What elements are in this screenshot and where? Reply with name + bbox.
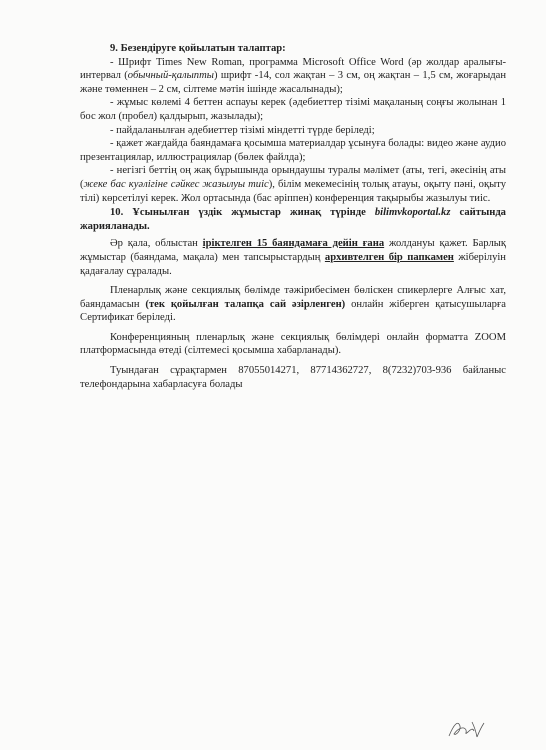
archive-note: архивтелген бір папкамен: [324, 251, 454, 263]
requirement-font: - Шрифт Times New Roman, программа Microsoft Office Word (әр жолдар аралығы-интервал (обычный-қалыпты) шрифт -14, сол жақтан – 3 см, оң жақтан – 1,5 см, жоғарыдан және төменнен – 2 см, сілтеме мәтін ішінде жасалынады);: [80, 56, 506, 95]
signature-mark: [446, 716, 486, 740]
id-card-note: жеке бас куәлігіне сәйкес жазылуы тиіс: [83, 178, 269, 190]
requirements-note: (тек қойылған талапқа сай әзірленген): [145, 298, 346, 310]
selection-limit: іріктелген 15 баяндамаға дейін ғана: [202, 238, 385, 250]
site-name: bilimvkoportal.kz: [374, 207, 451, 219]
requirement-author-info: - негізгі беттің оң жақ бұрышында орындаушы туралы мәлімет (аты, тегі, әкесінің аты (жеке бас куәлігіне сәйкес жазылуы тиіс), білім мекемесінің толық атауы, оқыту пәні, оқыту тілі) көрсетілуі керек. Жол ортасында (бас әріппен) конференция тақырыбы жазылуы тиіс.: [80, 165, 506, 204]
interval-note: обычный-қалыпты: [127, 70, 214, 82]
requirement-volume: - жұмыс көлемі 4 беттен аспауы керек (әдебиеттер тізімі мақаланың соңғы жолынан 1 бос жол (пробел) қалдырып, жазылады);: [80, 97, 506, 122]
requirement-references: - пайдаланылған әдебиеттер тізімі міндетті түрде беріледі;: [110, 124, 375, 136]
requirement-materials: - қажет жағдайда баяндамаға қосымша материалдар ұсынуға болады: видео және аудио презентациялар, иллюстрациялар (бөлек файлда);: [80, 138, 506, 163]
section-10-heading: 10. Ұсынылған үздік жұмыстар жинақ түрінде bilimvkoportal.kz сайтында жарияланады.: [80, 207, 506, 232]
section-9-heading: 9. Безендіруге қойылатын талаптар:: [110, 43, 286, 54]
paragraph-zoom: Конференцияның пленарлық және секциялық бөлімдері онлайн форматта ZOOM платформасында өтеді (сілтемесі қосымша хабарланады).: [80, 331, 506, 357]
paragraph-selection: Әр қала, облыстан іріктелген 15 баяндамаға дейін ғана жолдануы қажет. Барлық жұмыстар (баяндама, мақала) мен тапсырыстардың архивтелген бір папкамен жіберілуін қадағалау сұралады.: [80, 238, 507, 277]
paragraph-contacts: Туындаған сұрақтармен 87055014271, 87714362727, 8(7232)703-936 байланыс телефондарына хабарласуға болады: [80, 365, 506, 390]
paragraph-certificates: Пленарлық және секциялық бөлімде тәжірибесімен бөліскен спикерлерге Алғыс хат, баяндамасын (тек қойылған талапқа сай әзірленген) онлайн жіберген қатысушыларға Сертификат беріледі.: [80, 285, 506, 324]
